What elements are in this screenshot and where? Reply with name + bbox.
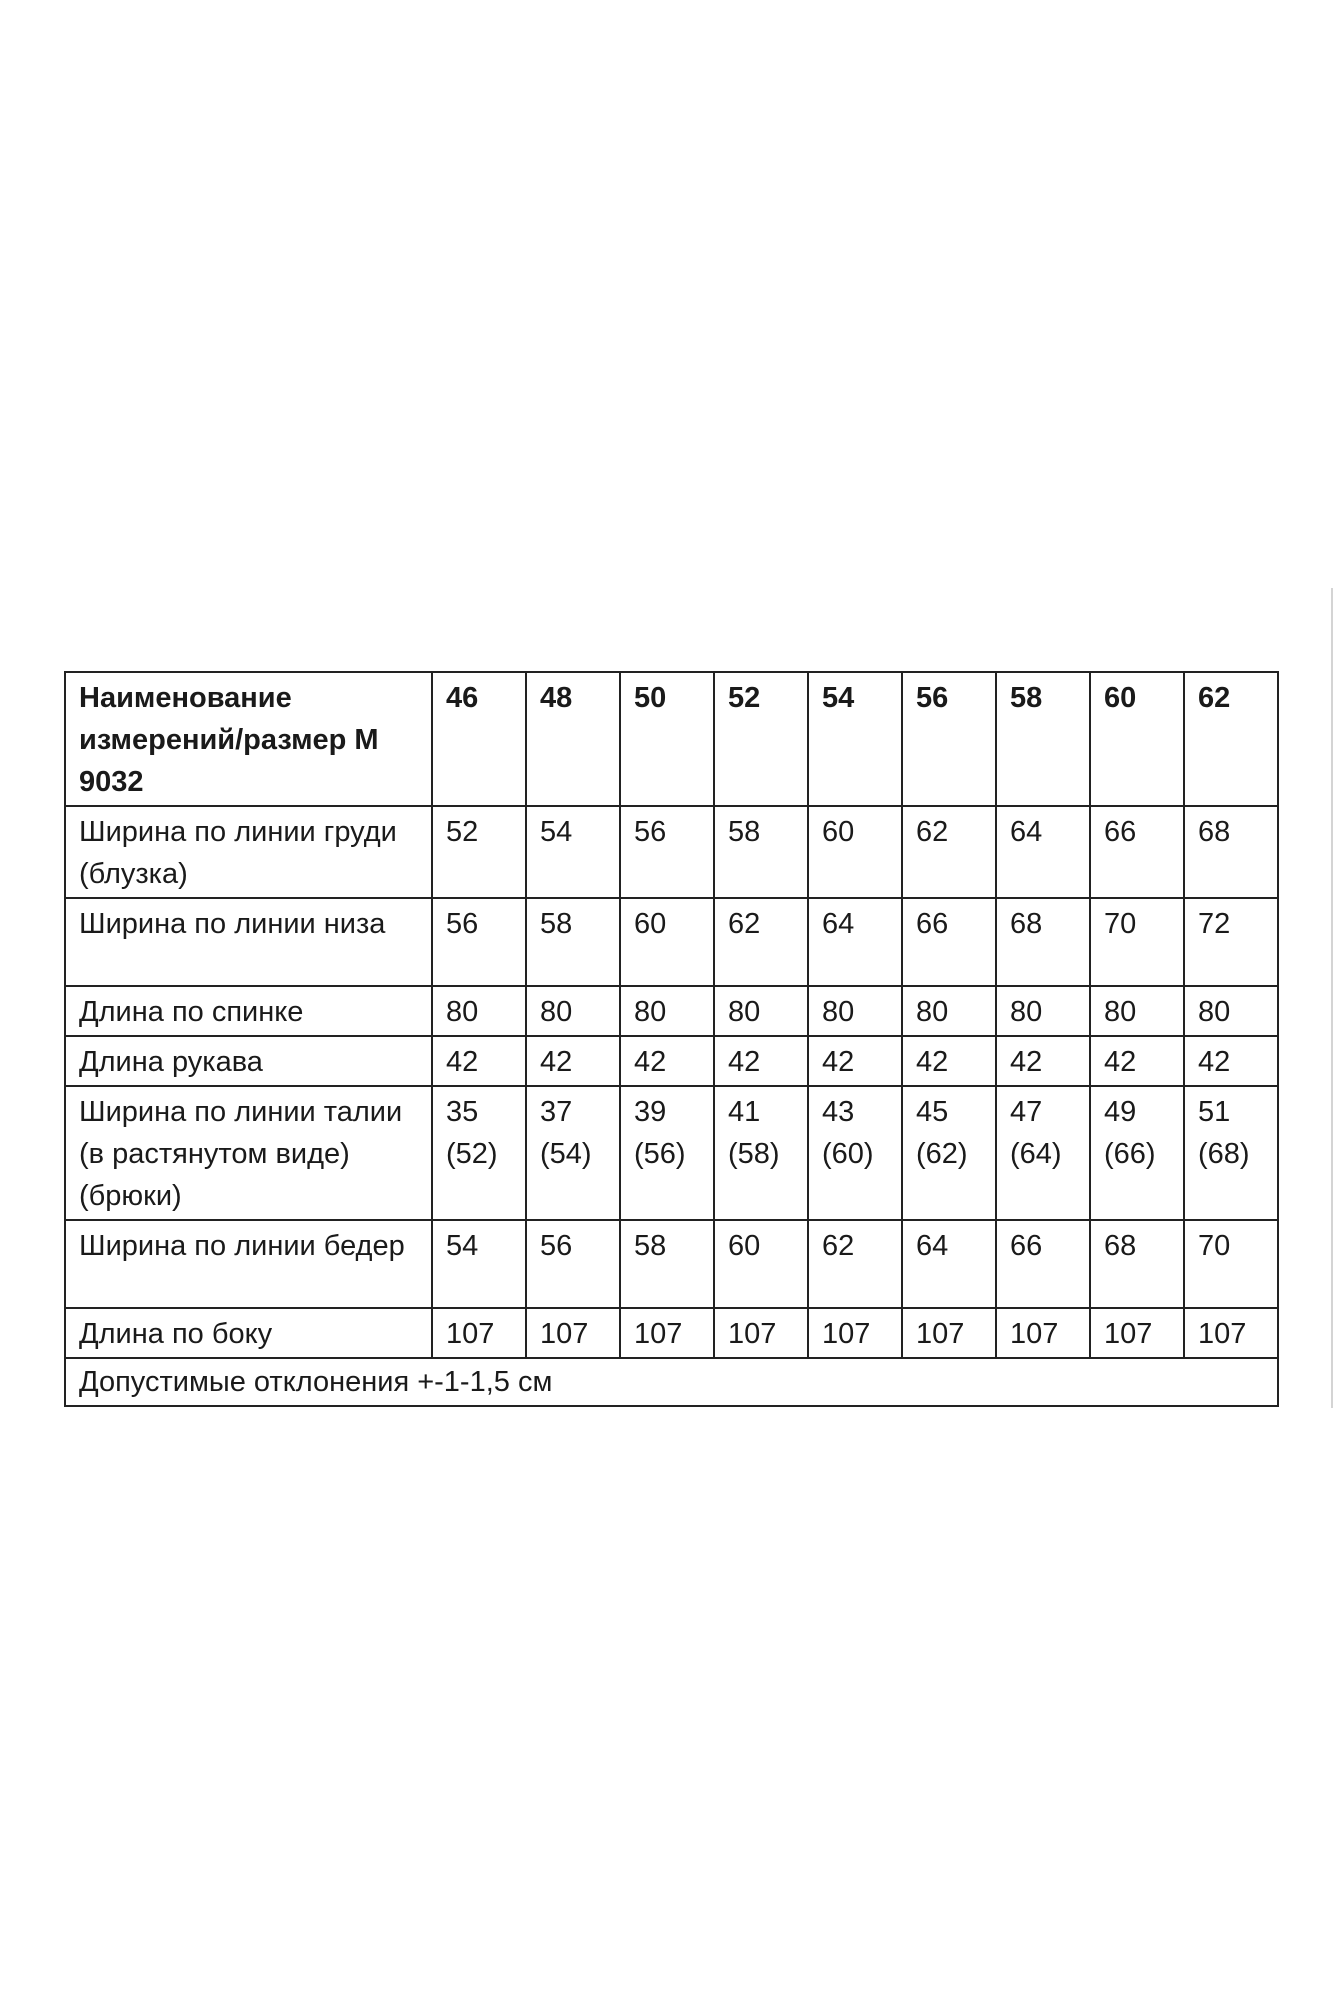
table-cell: 42	[620, 1036, 714, 1086]
table-cell: 56	[432, 898, 526, 986]
table-cell: 42	[902, 1036, 996, 1086]
size-header-54: 54	[808, 672, 902, 806]
table-cell: 80	[620, 986, 714, 1036]
table-cell: 80	[902, 986, 996, 1036]
table-cell: 107	[1184, 1308, 1278, 1358]
size-header-58: 58	[996, 672, 1090, 806]
table-cell: 39 (56)	[620, 1086, 714, 1220]
size-header-50: 50	[620, 672, 714, 806]
table-cell: 35 (52)	[432, 1086, 526, 1220]
table-cell: 70	[1184, 1220, 1278, 1308]
table-cell: 42	[1090, 1036, 1184, 1086]
measurement-name: Ширина по линии бедер	[65, 1220, 432, 1308]
table-row	[65, 1308, 1278, 1358]
table-cell: 107	[714, 1308, 808, 1358]
table-cell: 80	[808, 986, 902, 1036]
table-cell: 107	[808, 1308, 902, 1358]
table-cell: 64	[996, 806, 1090, 898]
table-cell: 43 (60)	[808, 1086, 902, 1220]
table-cell: 45 (62)	[902, 1086, 996, 1220]
table-cell: 107	[996, 1308, 1090, 1358]
table-cell: 51 (68)	[1184, 1086, 1278, 1220]
measurement-name: Ширина по линии низа	[65, 898, 432, 986]
table-cell: 72	[1184, 898, 1278, 986]
table-cell: 80	[1184, 986, 1278, 1036]
tolerance-note: Допустимые отклонения +-1-1,5 см	[65, 1358, 1278, 1406]
table-cell: 64	[808, 898, 902, 986]
table-row	[65, 1220, 1278, 1308]
table-cell: 60	[620, 898, 714, 986]
table-row	[65, 806, 1278, 898]
table-cell: 54	[432, 1220, 526, 1308]
table-cell: 62	[808, 1220, 902, 1308]
table-row	[65, 898, 1278, 986]
table-cell: 54	[526, 806, 620, 898]
table-cell: 70	[1090, 898, 1184, 986]
measurement-name: Длина рукава	[65, 1036, 432, 1086]
table-cell: 41 (58)	[714, 1086, 808, 1220]
table-cell: 42	[526, 1036, 620, 1086]
table-cell: 66	[996, 1220, 1090, 1308]
table-cell: 66	[902, 898, 996, 986]
table-cell: 107	[526, 1308, 620, 1358]
table-cell: 42	[996, 1036, 1090, 1086]
table-cell: 52	[432, 806, 526, 898]
size-header-56: 56	[902, 672, 996, 806]
table-header-row	[65, 672, 1278, 806]
table-row	[65, 986, 1278, 1036]
table-cell: 49 (66)	[1090, 1086, 1184, 1220]
table-cell: 80	[526, 986, 620, 1036]
table-row	[65, 1086, 1278, 1220]
size-header-60: 60	[1090, 672, 1184, 806]
table-cell: 58	[526, 898, 620, 986]
table-cell: 47 (64)	[996, 1086, 1090, 1220]
table-cell: 42	[1184, 1036, 1278, 1086]
table-cell: 80	[1090, 986, 1184, 1036]
note-row	[65, 1358, 1278, 1406]
table-cell: 80	[714, 986, 808, 1036]
size-chart-table	[64, 671, 1279, 1407]
table-cell: 68	[1090, 1220, 1184, 1308]
table-cell: 60	[714, 1220, 808, 1308]
table-row	[65, 1036, 1278, 1086]
table-cell: 56	[526, 1220, 620, 1308]
table-cell: 80	[432, 986, 526, 1036]
table-cell: 56	[620, 806, 714, 898]
table-cell: 58	[714, 806, 808, 898]
table-cell: 107	[620, 1308, 714, 1358]
table-cell: 107	[432, 1308, 526, 1358]
table-cell: 58	[620, 1220, 714, 1308]
table-cell: 68	[996, 898, 1090, 986]
table-cell: 42	[808, 1036, 902, 1086]
table-cell: 62	[714, 898, 808, 986]
table-cell: 42	[714, 1036, 808, 1086]
table-cell: 37 (54)	[526, 1086, 620, 1220]
size-header-52: 52	[714, 672, 808, 806]
table-cell: 107	[902, 1308, 996, 1358]
header-label: Наименование измерений/размер М 9032	[65, 672, 432, 806]
measurement-name: Ширина по линии талии (в растянутом виде) (брюки)	[65, 1086, 432, 1220]
table-cell: 64	[902, 1220, 996, 1308]
table-cell: 107	[1090, 1308, 1184, 1358]
table-cell: 62	[902, 806, 996, 898]
table-cell: 80	[996, 986, 1090, 1036]
table-cell: 42	[432, 1036, 526, 1086]
size-header-62: 62	[1184, 672, 1278, 806]
measurement-name: Длина по боку	[65, 1308, 432, 1358]
measurement-name: Ширина по линии груди (блузка)	[65, 806, 432, 898]
size-header-46: 46	[432, 672, 526, 806]
measurement-name: Длина по спинке	[65, 986, 432, 1036]
table-cell: 60	[808, 806, 902, 898]
table-cell: 68	[1184, 806, 1278, 898]
table-cell: 66	[1090, 806, 1184, 898]
size-header-48: 48	[526, 672, 620, 806]
